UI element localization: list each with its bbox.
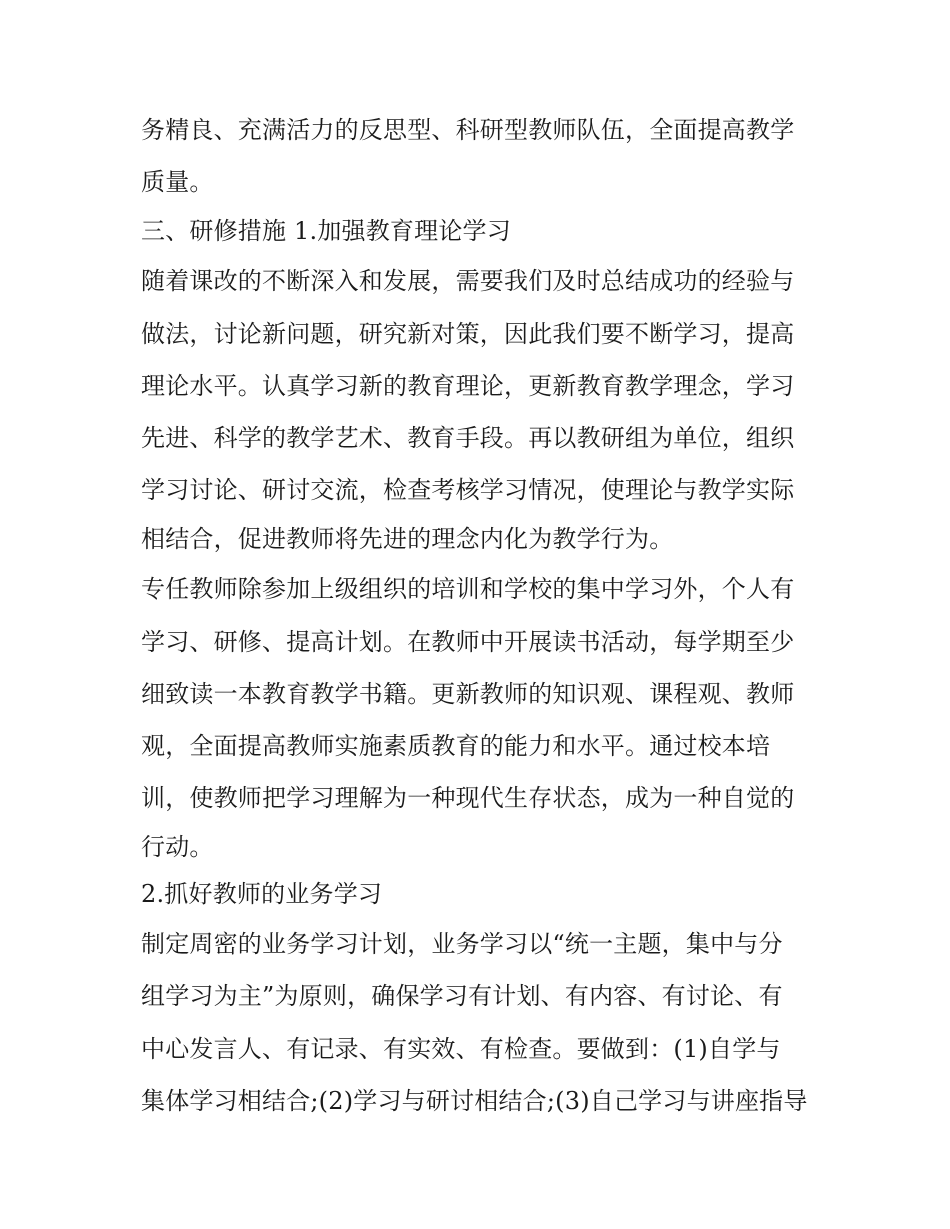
document-body (141, 104, 821, 1127)
text-line: 行动。 (141, 833, 214, 862)
text-line: 组学习为主”为原则，确保学习有计划、有内容、有讨论、有 (141, 982, 783, 1011)
text-line: 随着课改的不断深入和发展，需要我们及时总结成功的经验与 (141, 267, 795, 296)
text-line: 训，使教师把学习理解为一种现代生存状态，成为一种自觉的 (141, 784, 795, 813)
text-line: 质量。 (141, 168, 214, 197)
text-line: 学习、研修、提高计划。在教师中开展读书活动，每学期至少 (141, 627, 795, 656)
text-line: 务精良、充满活力的反思型、科研型教师队伍，全面提高教学 (141, 116, 795, 144)
text-line: 理论水平。认真学习新的教育理论，更新教育教学理念，学习 (141, 371, 795, 400)
text-line: 集体学习相结合;(2)学习与研讨相结合;(3)自己学习与讲座指导 (141, 1086, 808, 1115)
section-heading: 三、研修措施 1.加强教育理论学习 (141, 217, 511, 246)
text-line: 中心发言人、有记录、有实效、有检查。要做到：(1)自学与 (141, 1034, 781, 1063)
text-line: 先进、科学的教学艺术、教育手段。再以教研组为单位，组织 (141, 423, 795, 452)
text-line: 观，全面提高教师实施素质教育的能力和水平。通过校本培 (141, 731, 771, 760)
section-heading: 2.抓好教师的业务学习 (141, 880, 383, 909)
text-line: 制定周密的业务学习计划，业务学习以“统一主题，集中与分 (141, 930, 783, 959)
text-line: 相结合，促进教师将先进的理念内化为教学行为。 (141, 525, 674, 554)
text-line: 细致读一本教育教学书籍。更新教师的知识观、课程观、教师 (141, 679, 795, 708)
text-line: 专任教师除参加上级组织的培训和学校的集中学习外，个人有 (141, 575, 795, 604)
text-line: 学习讨论、研讨交流，检查考核学习情况，使理论与教学实际 (141, 476, 795, 505)
text-line: 做法，讨论新问题，研究新对策，因此我们要不断学习，提高 (141, 319, 795, 348)
